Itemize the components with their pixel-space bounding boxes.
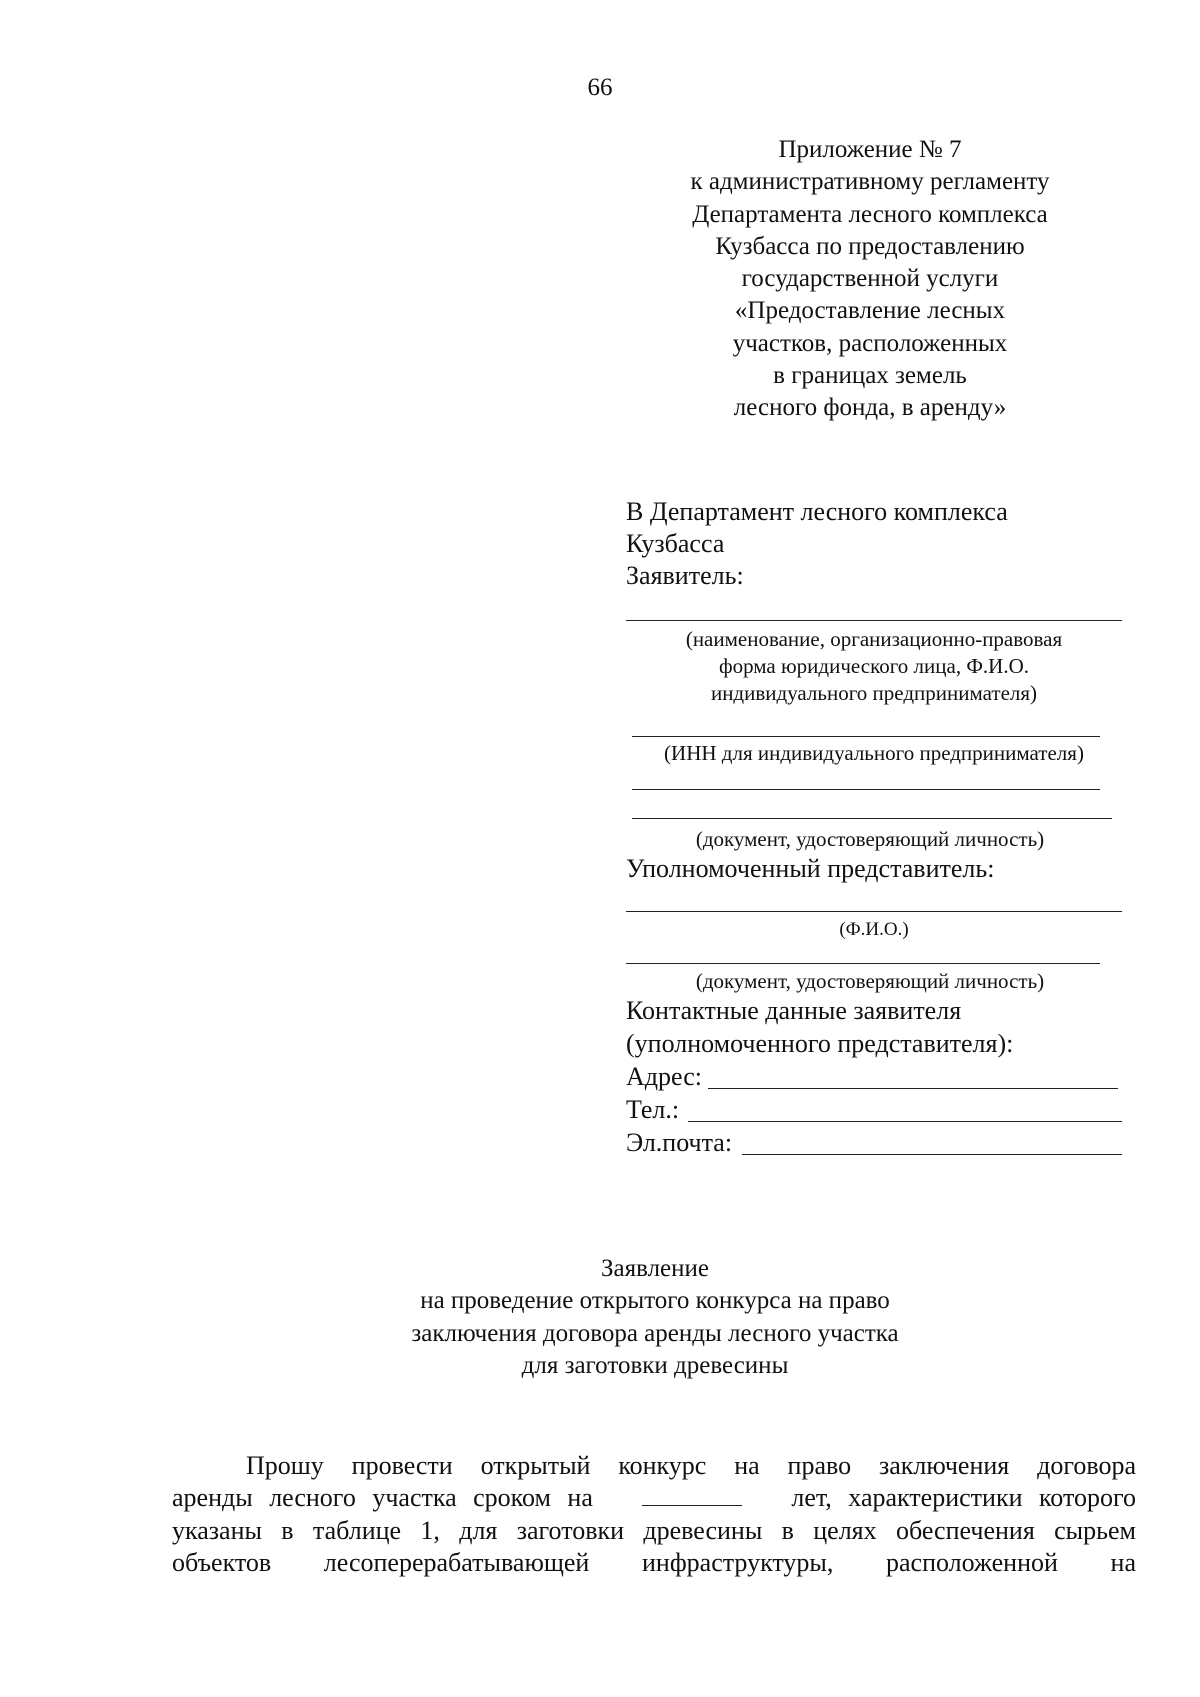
appendix-line: в границах земель xyxy=(773,362,967,390)
id-document-line-1[interactable] xyxy=(632,789,1100,790)
statement-subtitle-3: для заготовки древесины xyxy=(521,1351,789,1379)
body-line-4: объектов лесоперерабатывающей инфраструктуры, расположенной на xyxy=(172,1547,1136,1577)
appendix-line: к административному регламенту xyxy=(690,168,1050,196)
representative-id-line[interactable] xyxy=(626,963,1100,964)
inn-line[interactable] xyxy=(632,736,1100,737)
applicant-name-line[interactable] xyxy=(626,620,1122,621)
addressee-line: Кузбасса xyxy=(626,529,725,558)
statement-body xyxy=(172,1450,1136,1579)
phone-label: Тел.: xyxy=(626,1095,680,1124)
id-document-line-2[interactable] xyxy=(632,818,1112,819)
applicant-label: Заявитель: xyxy=(626,561,744,590)
applicant-caption-2: форма юридического лица, Ф.И.О. xyxy=(718,654,1029,678)
email-field-line[interactable] xyxy=(742,1154,1122,1155)
appendix-line: государственной услуги xyxy=(741,265,999,293)
applicant-caption-1: (наименование, организационно-правовая xyxy=(685,627,1063,651)
statement-subtitle-2: заключения договора аренды лесного участка xyxy=(411,1319,899,1347)
body-line-2-start: аренды лесного участка сроком на xyxy=(172,1483,593,1513)
address-label: Адрес: xyxy=(626,1062,702,1091)
addressee-block xyxy=(626,496,1146,592)
appendix-header xyxy=(630,134,1110,425)
appendix-line: Кузбасса по предоставлению xyxy=(715,232,1025,260)
applicant-caption-3: индивидуального предпринимателя) xyxy=(710,681,1038,705)
representative-label: Уполномоченный представитель: xyxy=(626,854,995,883)
representative-id-caption: (документ, удостоверяющий личность) xyxy=(695,969,1045,993)
statement-title: Заявление xyxy=(600,1255,710,1282)
phone-field-line[interactable] xyxy=(688,1121,1122,1122)
contacts-label-2: (уполномоченного представителя): xyxy=(626,1029,1014,1058)
page-number: 66 xyxy=(587,74,613,101)
appendix-line: Департамента лесного комплекса xyxy=(692,200,1048,228)
appendix-line: Приложение № 7 xyxy=(778,136,962,163)
addressee-line: В Департамент лесного комплекса xyxy=(626,497,1008,526)
fio-caption: (Ф.И.О.) xyxy=(839,919,909,940)
body-line-1: Прошу провести открытый конкурс на право заключения договора xyxy=(246,1451,1136,1480)
body-line-3: указаны в таблице 1, для заготовки древесины в целях обеспечения сырьем xyxy=(172,1515,1136,1545)
term-years-blank[interactable] xyxy=(642,1485,742,1506)
body-line-2 xyxy=(172,1482,1136,1514)
contacts-label-1: Контактные данные заявителя xyxy=(626,996,962,1025)
appendix-line: «Предоставление лесных xyxy=(734,297,1006,325)
statement-subtitle-1: на проведение открытого конкурса на право xyxy=(420,1287,890,1315)
address-field-line[interactable] xyxy=(708,1088,1118,1089)
inn-caption: (ИНН для индивидуального предпринимателя) xyxy=(664,741,1084,765)
body-line-2-end: лет, характеристики которого xyxy=(791,1483,1136,1513)
id-document-caption: (документ, удостоверяющий личность) xyxy=(695,827,1045,851)
appendix-line: участков, расположенных xyxy=(732,329,1008,357)
statement-title-block xyxy=(0,1253,1200,1382)
representative-fio-line[interactable] xyxy=(626,911,1122,912)
email-label: Эл.почта: xyxy=(626,1128,733,1157)
appendix-line: лесного фонда, в аренду» xyxy=(733,394,1007,422)
